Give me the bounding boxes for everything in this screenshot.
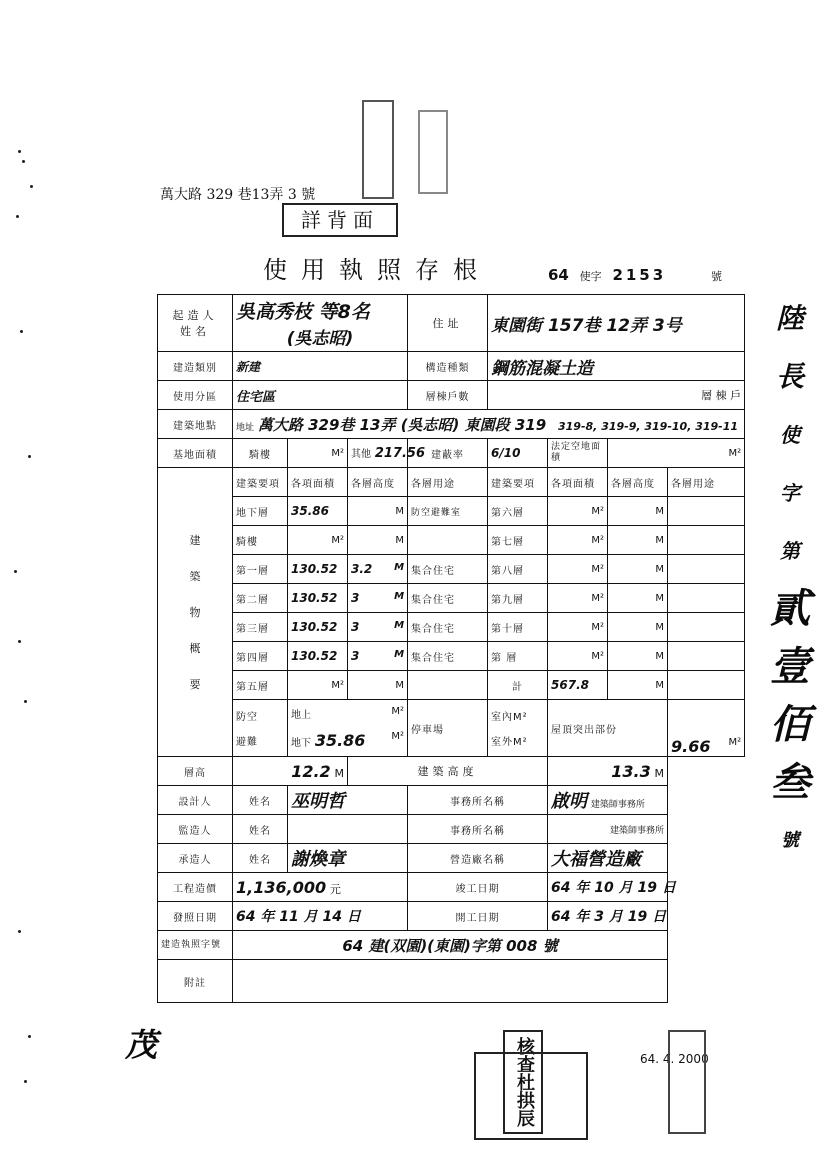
applicant-name: 吳高秀枝 等8名 — [236, 301, 370, 323]
row-issue: 發照日期 64 年 11 月 14 日 開工日期 64 年 3 月 19 日 — [158, 902, 745, 931]
approval-seal: 核查杜拱辰 — [503, 1030, 543, 1134]
left-handwritten-mark: 茂 — [125, 1026, 158, 1064]
seal-frame — [474, 1052, 588, 1140]
floor-row: 第三層 130.52 3 M 集合住宅 第十層 M² M — [158, 613, 745, 642]
total-area: 567.8 — [548, 671, 608, 700]
applicant-alias: (吳志昭) — [286, 329, 354, 349]
floor-row: 騎樓 M² M 第七層 M² M — [158, 526, 745, 555]
row-area: 基地面積 騎樓 M² 其他 217.56 建蔽率 6/10 法定空地面積 M² — [158, 439, 745, 468]
faint-seal-2 — [418, 110, 448, 194]
form-title: 使用執照存根 — [263, 256, 491, 284]
license-number: 64 使字 2153 號 — [548, 266, 722, 284]
row-remarks: 附註 — [158, 960, 745, 1003]
row-applicant: 起造人 姓名 吳高秀枝 等8名 (吳志昭) 住址 東園街 157巷 12弄 3号 — [158, 295, 745, 352]
floor-row: 第五層 M² M 計 567.8 M — [158, 671, 745, 700]
floor-row: 地下層 35.86 M 防空避難室 第六層 M² M — [158, 497, 745, 526]
row-permit: 建造執照字號 64 建(双園)(東園)字第 008 號 — [158, 931, 745, 960]
side-handwriting: 陸 長 使 字 第 貳 壹 佰 叁 號 — [770, 302, 810, 851]
floor-row: 第二層 130.52 3 M 集合住宅 第九層 M² M — [158, 584, 745, 613]
row-cost: 工程造價 1,136,000 元 竣工日期 64 年 10 月 19 日 — [158, 873, 745, 902]
section-building-summary: 建 築 物 概 要 — [158, 468, 233, 757]
row-table-head: 建 築 物 概 要 建築要項 各項面積 各層高度 各層用途 建築要項 各項面積 各層高度 各層用途 — [158, 468, 745, 497]
license-stub-table — [157, 294, 745, 1003]
detail-on-back-stamp: 詳背面 — [282, 203, 398, 237]
row-shelter: 防空 避難 地上 M² 地下 35.86 M² 停車場 室內M² 室外M² 屋頂突出部份 9.66 M² — [158, 700, 745, 757]
row-zone: 使用分區 住宅區 層棟戶數 層 棟 戶 — [158, 381, 745, 410]
row-site: 建築地點 地址 萬大路 329巷 13弄 (吳志昭) 東園段 319 319-8, 319-9, 319-10, 319-11 — [158, 410, 745, 439]
floor-row: 第四層 130.52 3 M 集合住宅 第 層 M² M — [158, 642, 745, 671]
bottom-date-stamp: 64. 4. 2000 — [640, 1052, 709, 1066]
applicant-address: 東園街 157巷 12弄 3号 — [488, 295, 745, 352]
row-designer: 設計人 姓名 巫明哲 事務所名稱 啟明 建築師事務所 — [158, 786, 745, 815]
floor-row: 第一層 130.52 3.2 M 集合住宅 第八層 M² M — [158, 555, 745, 584]
row-building-type: 建造類別 新建 構造種類 鋼筋混凝土造 — [158, 352, 745, 381]
row-heights: 層高 12.2 M 建築高度 13.3 M — [158, 757, 745, 786]
round-seal — [668, 1030, 706, 1134]
faint-seal-1 — [362, 100, 394, 199]
row-supervisor: 監造人 姓名 事務所名稱 建築師事務所 — [158, 815, 745, 844]
row-contractor: 承造人 姓名 謝煥章 營造廠名稱 大福營造廠 — [158, 844, 745, 873]
top-address: 萬大路 329 巷13弄 3 號 — [160, 187, 316, 203]
